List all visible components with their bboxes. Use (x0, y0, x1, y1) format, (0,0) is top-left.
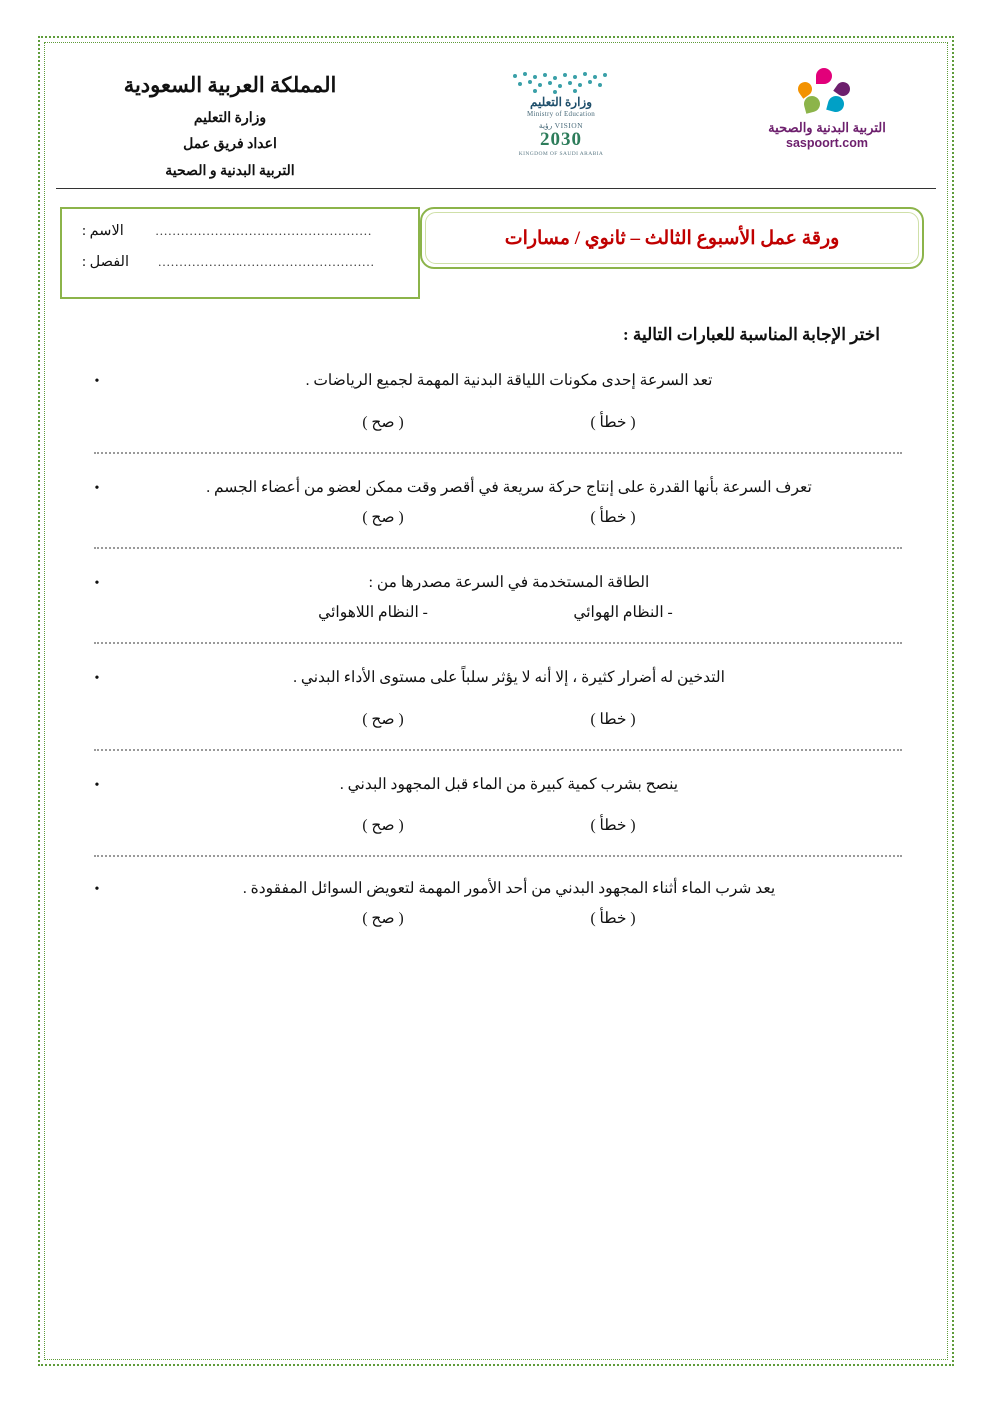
saspoort-url: saspoort.com (786, 136, 868, 150)
vision-label: VISION رؤية (538, 120, 584, 130)
header-divider (56, 188, 936, 189)
student-name-row (76, 223, 404, 240)
vision-year: 2030 (540, 129, 582, 151)
question-separator (94, 749, 902, 751)
worksheet-title-box (420, 207, 924, 269)
question-text: ينصح بشرب كمية كبيرة من الماء قبل المجهود البدني . (339, 775, 679, 793)
question-item (86, 474, 910, 527)
logo-dot-pattern-icon (507, 72, 615, 94)
student-info-box (60, 207, 420, 299)
saspoort-name: التربية البدنية والصحية (768, 120, 886, 135)
bullet-icon: • (94, 374, 100, 389)
kingdom-line: المملكة العربية السعودية (123, 73, 337, 97)
answer-option-true[interactable]: ( صح ) (362, 710, 404, 728)
question-text: الطاقة المستخدمة في السرعة مصدرها من : (368, 573, 650, 591)
bullet-icon: • (94, 480, 100, 496)
answer-option-false[interactable]: ( خطأ ) (590, 508, 636, 526)
answer-option-true[interactable]: ( صح ) (362, 508, 404, 526)
document-header (52, 48, 940, 188)
student-class-label: الفصل : (82, 254, 129, 270)
question-item (86, 875, 910, 928)
bullet-icon: • (94, 575, 100, 591)
team-line: اعداد فريق عمل (183, 137, 277, 153)
question-item (86, 569, 910, 622)
question-text: التدخين له أضرار كثيرة ، إلا أنه لا يؤثر سلباً على مستوى الأداء البدني . (293, 668, 725, 686)
student-name-label: الاسم : (82, 223, 124, 239)
question-separator (94, 547, 902, 549)
question-separator (94, 855, 902, 857)
question-item (86, 771, 910, 836)
student-class-row (76, 254, 404, 271)
title-and-info-row (52, 207, 940, 299)
questions-list (52, 367, 940, 928)
answer-option-true[interactable]: ( صح ) (362, 413, 404, 431)
question-separator (94, 452, 902, 454)
question-text: تعرف السرعة بأنها القدرة على إنتاج حركة سريعة في أقصر وقت ممكن لعضو من أعضاء الجسم . (206, 478, 812, 496)
question-text: يعد شرب الماء أثناء المجهود البدني من أحد الأمور المهمة لتعويض السوائل المفقودة . (242, 880, 776, 898)
ministry-logo-name-ar: وزارة التعليم (530, 95, 592, 109)
saspoort-logo (732, 62, 922, 150)
student-class-input[interactable]: ................................................... (158, 254, 375, 269)
answer-option-true[interactable]: ( صح ) (362, 910, 404, 928)
page-title: ورقة عمل الأسبوع الثالث – ثانوي / مسارات (504, 227, 840, 249)
worksheet-page (52, 48, 940, 1354)
question-item (86, 367, 910, 432)
answer-option-false[interactable]: ( خطا ) (590, 710, 636, 728)
ministry-line: وزارة التعليم (193, 110, 267, 126)
ministry-of-education-logo (486, 62, 636, 158)
question-item (86, 664, 910, 729)
ministry-logo-name-en: Ministry of Education (526, 109, 596, 118)
kingdom-en-label: KINGDOM OF SAUDI ARABIA (518, 151, 604, 158)
question-separator (94, 642, 902, 644)
answer-option-anaerobic[interactable]: - النظام اللاهوائي (318, 603, 428, 621)
department-line: التربية البدنية و الصحية (165, 164, 295, 180)
answer-option-true[interactable]: ( صح ) (362, 817, 404, 835)
student-name-input[interactable]: ................................................... (155, 223, 373, 238)
answer-option-false[interactable]: ( خطأ ) (590, 817, 636, 835)
bullet-icon: • (94, 777, 100, 793)
question-text: تعد السرعة إحدى مكونات اللياقة البدنية المهمة لجميع الرياضات . (305, 372, 713, 389)
bullet-icon: • (94, 670, 100, 686)
answer-option-false[interactable]: ( خطأ ) (590, 413, 636, 431)
answer-option-false[interactable]: ( خطأ ) (590, 910, 636, 928)
people-figures-icon (796, 68, 858, 116)
instruction-text: اختر الإجابة المناسبة للعبارات التالية : (622, 325, 880, 344)
bullet-icon: • (94, 882, 100, 898)
header-text-block (70, 62, 390, 186)
answer-option-aerobic[interactable]: - النظام الهوائي (573, 603, 673, 621)
